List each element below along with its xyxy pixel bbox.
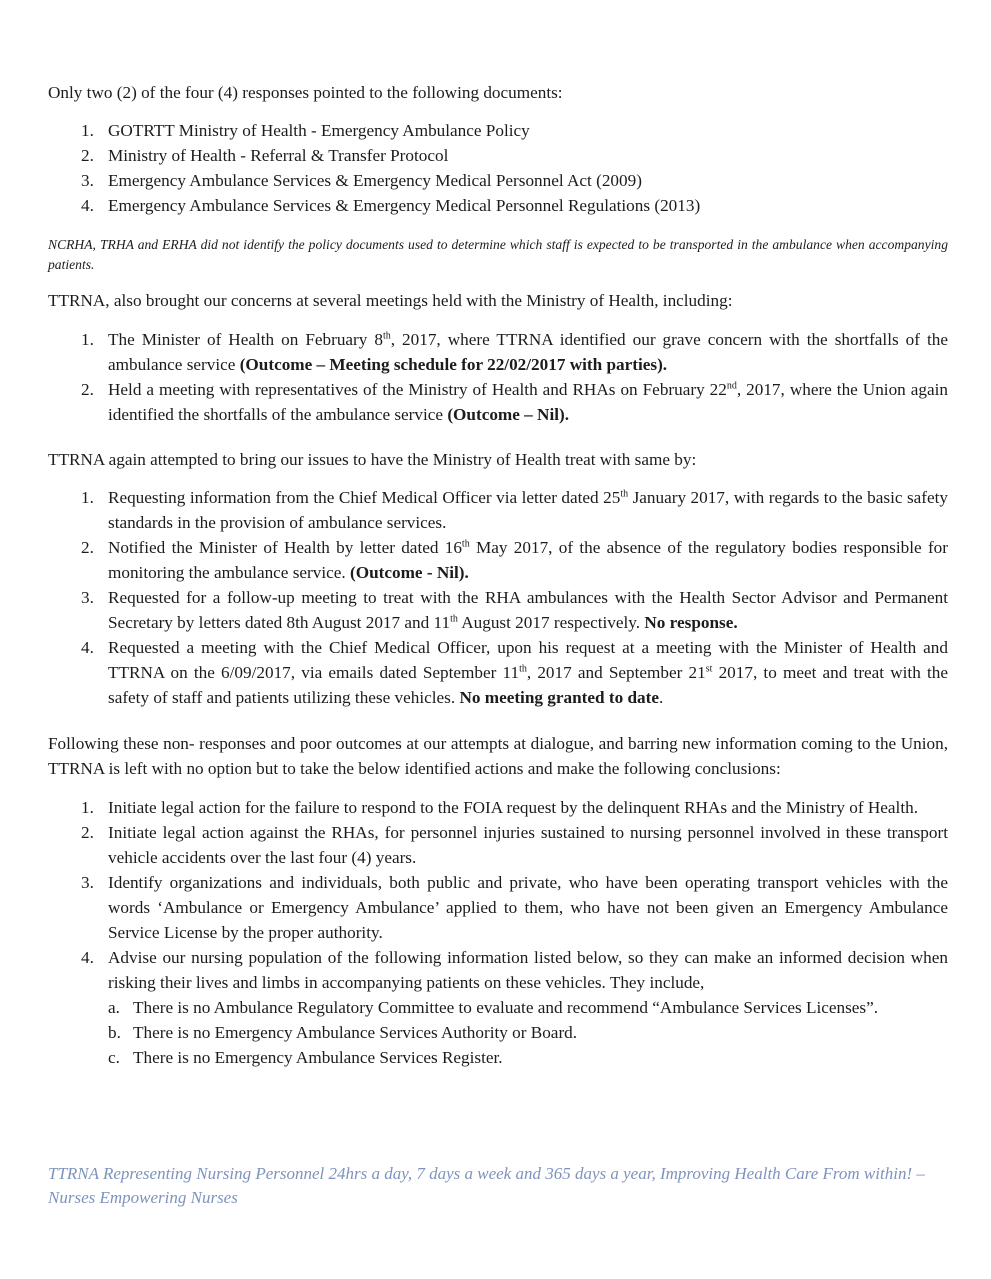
list-item: 2. Held a meeting with representatives of the Ministry of Health and RHAs on February 22nd, 2017, where the Union again identified the shortfalls of the ambulance service (Outcome – Nil). [81, 380, 948, 424]
sub-items-list [108, 995, 948, 1070]
document-page [48, 80, 948, 1070]
list-item: 2. Initiate legal action against the RHAs, for personnel injuries sustained to nursing personnel involved in these transport vehicle accidents over the last four (4) years. [81, 823, 948, 867]
conclusion-intro: Following these non- responses and poor outcomes at our attempts at dialogue, and barring new information coming to the Union, TTRNA is left with no option but to take the below identified actions and make the following conclusions: [48, 734, 948, 778]
footer-tagline: TTRNA Representing Nursing Personnel 24hrs a day, 7 days a week and 365 days a year, Improving Health Care From within! – Nurses Empowering Nurses [48, 1164, 925, 1207]
policy-note: NCRHA, TRHA and ERHA did not identify the policy documents used to determine which staff is expected to be transported in the ambulance when accompanying patients. [48, 237, 948, 272]
actions-list [81, 795, 948, 995]
list-item: 1. Requesting information from the Chief Medical Officer via letter dated 25th January 2017, with regards to the basic safety standards in the provision of ambulance services. [81, 488, 948, 532]
list-item: c. There is no Emergency Ambulance Services Register. [108, 1048, 503, 1067]
documents-list [81, 118, 948, 218]
list-item: 2. Notified the Minister of Health by letter dated 16th May 2017, of the absence of the regulatory bodies responsible for monitoring the ambulance service. (Outcome - Nil). [81, 538, 948, 582]
attempts-intro: TTRNA again attempted to bring our issues to have the Ministry of Health treat with same by: [48, 450, 697, 469]
list-item: b. There is no Emergency Ambulance Services Authority or Board. [108, 1023, 578, 1042]
list-item: 1. GOTRTT Ministry of Health - Emergency Ambulance Policy [81, 121, 530, 140]
list-item: a. There is no Ambulance Regulatory Committee to evaluate and recommend “Ambulance Services Licenses”. [108, 998, 879, 1017]
list-item: 1. The Minister of Health on February 8th, 2017, where TTRNA identified our grave concern with the shortfalls of the ambulance service (Outcome – Meeting schedule for 22/02/2017 with parties). [81, 330, 948, 374]
list-item: 4. Requested a meeting with the Chief Medical Officer, upon his request at a meeting with the Minister of Health and TTRNA on the 6/09/2017, via emails dated September 11th, 2017 and September 21st 2017, to meet and treat with the safety of staff and patients utilizing these vehicles. No meeting granted to date. [81, 638, 948, 707]
documents-intro: Only two (2) of the four (4) responses pointed to the following documents: [48, 83, 563, 102]
list-item: 3. Emergency Ambulance Services & Emergency Medical Personnel Act (2009) [81, 171, 642, 190]
attempts-list [81, 485, 948, 710]
meetings-list [81, 327, 948, 427]
list-item: 3. Requested for a follow-up meeting to treat with the RHA ambulances with the Health Sector Advisor and Permanent Secretary by letters dated 8th August 2017 and 11th August 2017 respectively. No response. [81, 588, 948, 632]
list-item: 4. Advise our nursing population of the following information listed below, so they can make an informed decision when risking their lives and limbs in accompanying patients on these vehicles. They include, [81, 948, 948, 992]
meetings-intro: TTRNA, also brought our concerns at several meetings held with the Ministry of Health, including: [48, 291, 733, 310]
list-item: 1. Initiate legal action for the failure to respond to the FOIA request by the delinquent RHAs and the Ministry of Health. [81, 798, 919, 817]
list-item: 4. Emergency Ambulance Services & Emergency Medical Personnel Regulations (2013) [81, 196, 701, 215]
list-item: 2. Ministry of Health - Referral & Transfer Protocol [81, 146, 449, 165]
list-item: 3. Identify organizations and individuals, both public and private, who have been operating transport vehicles with the words ‘Ambulance or Emergency Ambulance’ applied to them, who have not been given an Emergency Ambulance Service License by the proper authority. [81, 873, 948, 942]
